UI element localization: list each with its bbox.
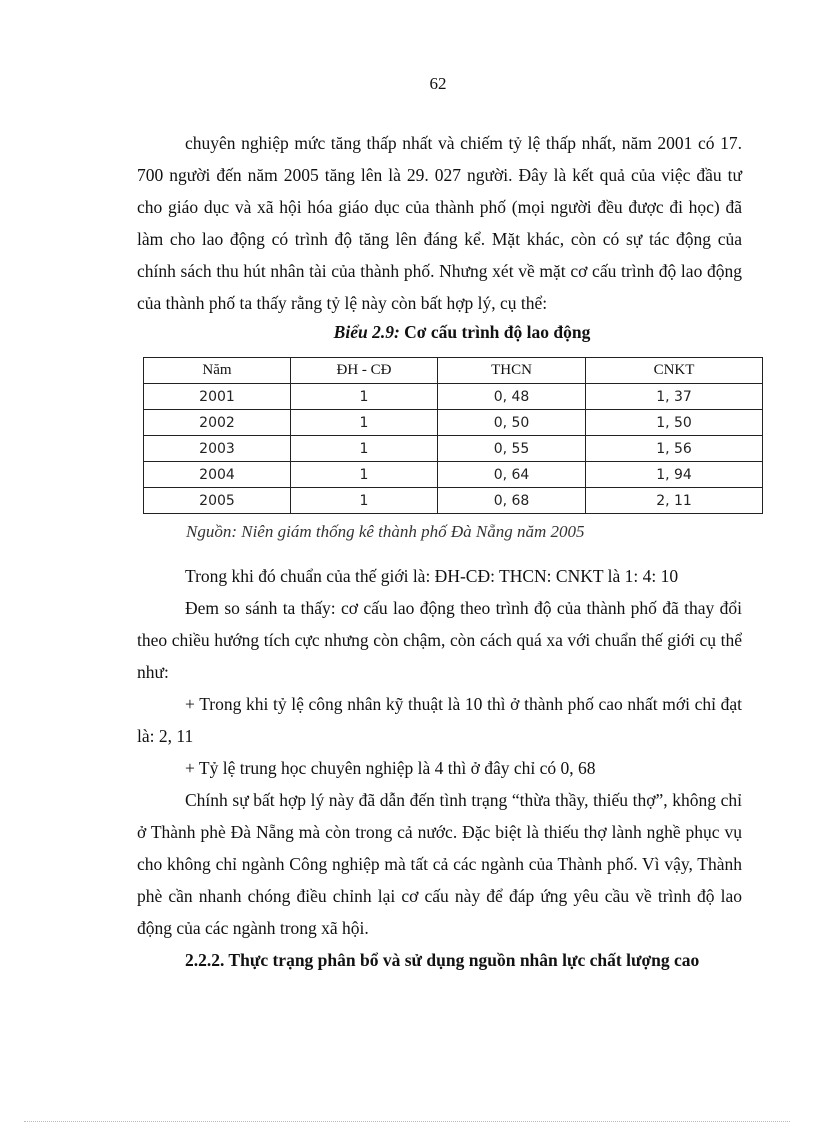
table-cell: 1, 94 (586, 462, 763, 488)
caption-title: Cơ cấu trình độ lao động (399, 322, 591, 342)
paragraph: + Trong khi tỷ lệ công nhân kỹ thuật là 10 thì ở thành phố cao nhất mới chỉ đạt là: 2, 11 (137, 694, 742, 746)
page-number: 62 (429, 74, 447, 93)
body-text-top (137, 127, 742, 319)
caption-label: Biểu 2.9: (333, 322, 400, 342)
table-cell: 1 (291, 488, 438, 514)
table-cell: 2001 (144, 384, 291, 410)
table-cell: 1 (291, 462, 438, 488)
table-cell: 0, 48 (438, 384, 586, 410)
table-cell: 1, 56 (586, 436, 763, 462)
table-row (144, 462, 763, 488)
source-note: Nguồn: Niên giám thống kê thành phố Đà Nẵng năm 2005 (186, 522, 585, 541)
table-cell: 2, 11 (586, 488, 763, 514)
table-row (144, 384, 763, 410)
paragraph: Đem so sánh ta thấy: cơ cấu lao động theo trình độ của thành phố đã thay đổi theo chiều hướng tích cực nhưng còn chậm, còn cách quá xa với chuẩn thế giới cụ thể như: (137, 598, 742, 682)
table-cell: 1, 37 (586, 384, 763, 410)
table-cell: 1, 50 (586, 410, 763, 436)
table-cell: 1 (291, 384, 438, 410)
column-header-thcn: THCN (438, 358, 586, 384)
table-cell: 2003 (144, 436, 291, 462)
table-cell: 0, 50 (438, 410, 586, 436)
column-header-cnkt: CNKT (586, 358, 763, 384)
footer-divider (24, 1121, 790, 1122)
table-cell: 2005 (144, 488, 291, 514)
paragraph: Chính sự bất hợp lý này đã dẫn đến tình trạng “thừa thầy, thiếu thợ”, không chỉ ở Thành phè Đà Nẵng mà còn trong cả nước. Đặc biệt là thiếu thợ lành nghề phục vụ cho không chỉ ngành Công nghiệp mà tất cả các ngành của Thành phố. Vì vậy, Thành phè cần nhanh chóng điều chỉnh lại cơ cấu này để đáp ứng yêu cầu về trình độ lao động của các ngành trong xã hội. (137, 790, 742, 938)
column-header-year: Năm (144, 358, 291, 384)
table-header-row (144, 358, 763, 384)
labor-structure-table (143, 357, 763, 514)
section-heading: 2.2.2. Thực trạng phân bổ và sử dụng nguồn nhân lực chất lượng cao (185, 950, 700, 970)
table-row (144, 436, 763, 462)
paragraph: + Tỷ lệ trung học chuyên nghiệp là 4 thì ở đây chỉ có 0, 68 (185, 758, 596, 778)
table-cell: 2002 (144, 410, 291, 436)
table-cell: 1 (291, 436, 438, 462)
table-cell: 0, 68 (438, 488, 586, 514)
table-cell: 0, 55 (438, 436, 586, 462)
body-text-bottom (137, 560, 742, 976)
table-cell: 0, 64 (438, 462, 586, 488)
paragraph: Trong khi đó chuẩn của thế giới là: ĐH-CĐ: THCN: CNKT là 1: 4: 10 (185, 566, 679, 586)
table-caption (137, 322, 787, 343)
table-row (144, 488, 763, 514)
column-header-university: ĐH - CĐ (291, 358, 438, 384)
table-row (144, 410, 763, 436)
table-cell: 1 (291, 410, 438, 436)
table-cell: 2004 (144, 462, 291, 488)
paragraph: chuyên nghiệp mức tăng thấp nhất và chiếm tỷ lệ thấp nhất, năm 2001 có 17. 700 người đến năm 2005 tăng lên là 29. 027 người. Đây là kết quả của việc đầu tư cho giáo dục và xã hội hóa giáo dục của thành phố (mọi người đều được đi học) đã làm cho lao động có trình độ tăng lên đáng kể. Mặt khác, còn có sự tác động của chính sách thu hút nhân tài của thành phố. Nhưng xét về mặt cơ cấu trình độ lao động của thành phố ta thấy rằng tỷ lệ này còn bất hợp lý, cụ thể: (137, 133, 742, 313)
